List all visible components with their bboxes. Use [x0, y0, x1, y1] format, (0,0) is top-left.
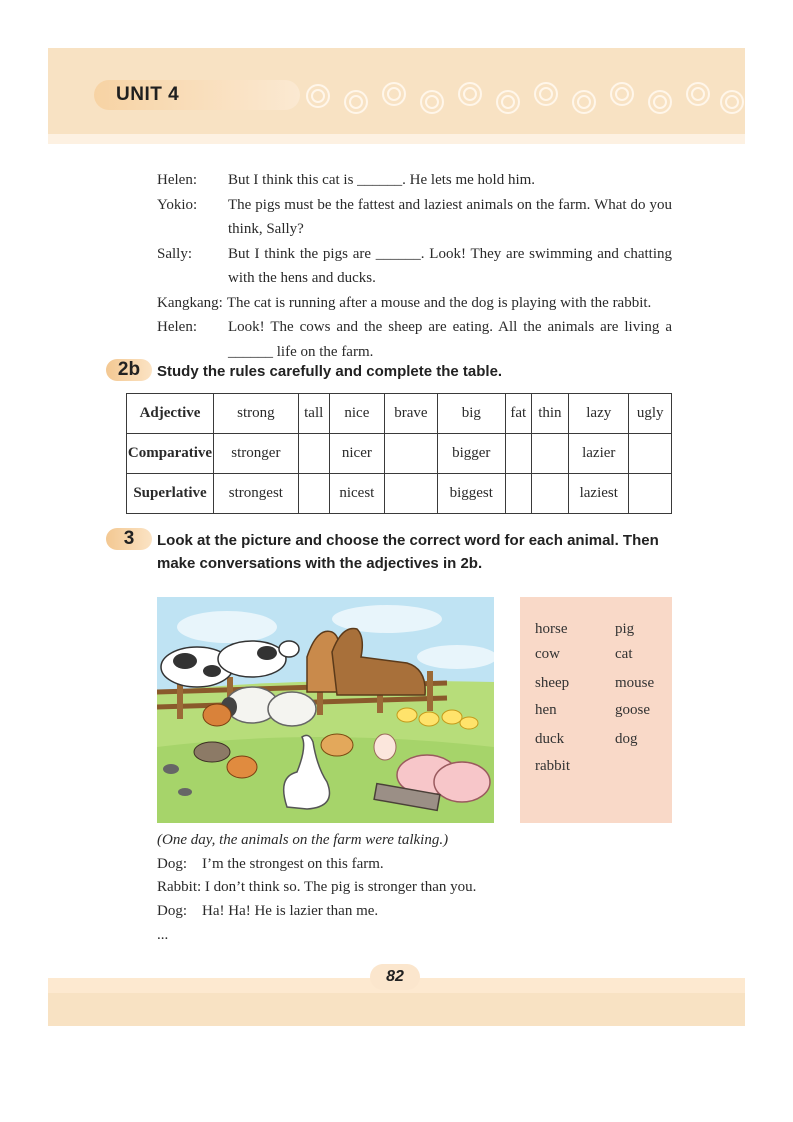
- table-cell: biggest: [437, 474, 505, 514]
- word-option: cow: [535, 646, 560, 662]
- table-cell-blank[interactable]: [385, 474, 438, 514]
- table-cell-blank[interactable]: [531, 474, 568, 514]
- section-2b-title: Study the rules carefully and complete the table.: [157, 363, 503, 380]
- section-3-title-line2: make conversations with the adjectives in 2b.: [157, 555, 483, 572]
- word-option: hen: [535, 702, 557, 718]
- speaker: Helen:: [157, 172, 197, 188]
- table-cell: nicest: [329, 474, 384, 514]
- word-option: cat: [615, 646, 633, 662]
- row-header: Comparative: [127, 434, 214, 474]
- table-cell: thin: [531, 394, 568, 434]
- row-header: Adjective: [127, 394, 214, 434]
- table-cell: strong: [214, 394, 299, 434]
- dialogue-line: [157, 291, 672, 316]
- dialogue-line: [157, 168, 672, 193]
- table-cell-blank[interactable]: [629, 434, 672, 474]
- section-3-title-line1: Look at the picture and choose the correct word for each animal. Then: [157, 532, 659, 549]
- table-cell: brave: [385, 394, 438, 434]
- table-cell-blank[interactable]: [505, 434, 531, 474]
- speaker: Kangkang:: [157, 294, 223, 311]
- header-strip: [48, 134, 745, 144]
- section-badge-3: 3: [106, 528, 152, 550]
- word-box: [520, 597, 672, 823]
- speaker: Yokio:: [157, 196, 198, 213]
- table-cell-blank[interactable]: [629, 474, 672, 514]
- dialogue-block: [157, 168, 672, 364]
- table-cell-blank[interactable]: [298, 434, 329, 474]
- unit-label: UNIT 4: [116, 84, 180, 105]
- conversation-intro: (One day, the animals on the farm were talking.): [157, 832, 449, 848]
- table-row: [127, 474, 672, 514]
- table-cell: strongest: [214, 474, 299, 514]
- adjective-table: [126, 393, 672, 514]
- table-cell: nicer: [329, 434, 384, 474]
- table-cell: lazy: [569, 394, 629, 434]
- table-cell-blank[interactable]: [298, 474, 329, 514]
- table-cell: laziest: [569, 474, 629, 514]
- table-row: [127, 394, 672, 434]
- page-number: 82: [370, 964, 420, 990]
- page-header-band: [48, 48, 745, 144]
- table-cell: lazier: [569, 434, 629, 474]
- word-option: goose: [615, 702, 650, 718]
- example-conversation: [157, 829, 476, 948]
- table-cell: nice: [329, 394, 384, 434]
- table-cell-blank[interactable]: [385, 434, 438, 474]
- word-option: mouse: [615, 675, 655, 691]
- dialogue-line: [157, 315, 672, 364]
- speaker: Dog:: [157, 903, 187, 920]
- speech: Ha! Ha! He is lazier than me.: [202, 903, 379, 920]
- speech: But I think the pigs are ______. Look! They are swimming and chatting with the hens and ducks.: [228, 245, 672, 286]
- speaker: Helen:: [157, 319, 197, 335]
- word-option: duck: [535, 731, 565, 747]
- conversation-line: [157, 853, 476, 877]
- word-option: sheep: [535, 675, 570, 691]
- table-row: [127, 434, 672, 474]
- speech: I don’t think so. The pig is stronger than you.: [204, 879, 477, 896]
- table-cell-blank[interactable]: [505, 474, 531, 514]
- dialogue-line: [157, 193, 672, 242]
- table-cell-blank[interactable]: [531, 434, 568, 474]
- speech: The pigs must be the fattest and laziest animals on the farm. What do you think, Sally?: [228, 196, 672, 237]
- dialogue-line: [157, 242, 672, 291]
- speaker: Sally:: [157, 245, 193, 262]
- conversation-ellipsis: ...: [157, 926, 169, 943]
- table-cell: stronger: [214, 434, 299, 474]
- table-cell: ugly: [629, 394, 672, 434]
- speech: Look! The cows and the sheep are eating. All the animals are living a ______ life on the farm.: [228, 319, 672, 360]
- table-cell: fat: [505, 394, 531, 434]
- word-option: dog: [615, 731, 638, 747]
- word-option: rabbit: [535, 758, 570, 774]
- table-cell: big: [437, 394, 505, 434]
- speech: But I think this cat is ______. He lets me hold him.: [228, 172, 536, 188]
- word-option: horse: [535, 621, 568, 637]
- table-cell: tall: [298, 394, 329, 434]
- speech: I’m the strongest on this farm.: [202, 855, 384, 872]
- conversation-line: [157, 876, 476, 900]
- farm-illustration: [157, 597, 494, 823]
- conversation-line: [157, 900, 476, 924]
- word-option: pig: [615, 621, 635, 637]
- section-badge-2b: 2b: [106, 359, 152, 381]
- speaker: Dog:: [157, 855, 187, 872]
- decorative-circles: [306, 78, 746, 118]
- table-cell: bigger: [437, 434, 505, 474]
- row-header: Superlative: [127, 474, 214, 514]
- speech: The cat is running after a mouse and the dog is playing with the rabbit.: [226, 294, 652, 311]
- speaker: Rabbit:: [157, 879, 202, 896]
